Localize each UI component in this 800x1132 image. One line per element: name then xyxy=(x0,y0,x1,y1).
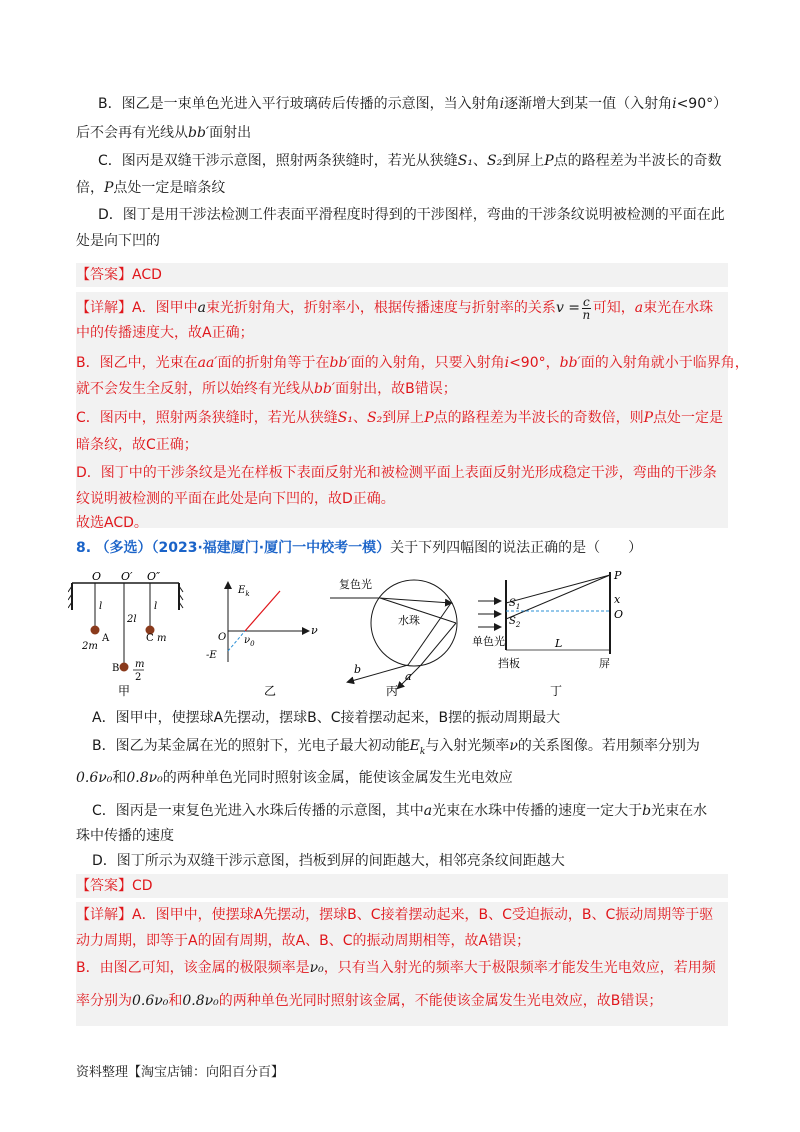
label-a: a xyxy=(405,670,412,683)
caption-bing: 丙 xyxy=(386,684,399,698)
label-a: A xyxy=(102,633,110,644)
figure-yi xyxy=(206,583,318,698)
q8-option-c-line2: 珠中传播的速度 xyxy=(76,828,174,844)
var-ek: E xyxy=(409,738,420,754)
prev-option-b-line2 xyxy=(76,122,251,144)
text: C．图丙是一束复色光进入水珠后传播的示意图，其中 xyxy=(92,803,424,819)
nu0-symbol: ν xyxy=(244,635,251,646)
caption-jia: 甲 xyxy=(118,684,131,698)
prev-detail-a-line2: 中的传播速度大，故A正确； xyxy=(76,325,254,341)
label-c: C xyxy=(146,633,154,644)
path-s1-p xyxy=(506,575,610,603)
page-footer: 资料整理【淘宝店铺：向阳百分百】 xyxy=(76,1065,285,1080)
label-screen: 屏 xyxy=(599,657,610,670)
nu0-subscript: 0 xyxy=(250,640,255,648)
freq-1: 0.6ν₀ xyxy=(132,993,169,1009)
label-2l: 2l xyxy=(127,614,137,625)
caption-yi: 乙 xyxy=(264,684,277,698)
var-p: P xyxy=(643,410,654,426)
prev-option-d-line1: D．图丁是用干涉法检测工件表面平滑程度时得到的干涉图样，弯曲的干涉条纹说明被检测的平面在此 xyxy=(98,207,725,223)
detail-label: 【详解】 xyxy=(76,907,132,923)
text: <90°） xyxy=(676,96,728,112)
prev-answer xyxy=(76,264,162,286)
q8-detail-b-line1 xyxy=(76,957,716,979)
text: 后不会再有光线从 xyxy=(76,125,188,141)
prev-detail-a-line1 xyxy=(76,293,713,323)
text: C．图丙是双缝干涉示意图，照射两条狭缝时，若光从狭缝 xyxy=(98,153,458,169)
formula-fraction xyxy=(582,296,591,321)
label-ek xyxy=(237,585,250,598)
prev-detail-d-line1: D．图丁中的干涉条纹是光在样板下表面反射光和被检测平面上表面反射光形成稳定干涉，弯曲的干涉条 xyxy=(76,465,717,481)
text: B．图乙为某金属在光的照射下，光电子最大初动能 xyxy=(92,738,410,754)
var-s2: S₂ xyxy=(366,410,383,426)
text: 束光折射角大，折射率小，根据传播速度与折射率的关系 xyxy=(205,300,556,316)
s1-subscript: 1 xyxy=(515,603,521,611)
text: 可知， xyxy=(592,300,635,316)
text: <90°， xyxy=(509,355,560,371)
mass-b-numerator: m xyxy=(135,659,145,670)
var-bb: bb′ xyxy=(559,355,581,371)
label-l: l xyxy=(154,601,158,612)
figure-bing xyxy=(330,577,457,698)
text: A．图甲中 xyxy=(132,300,198,316)
var-aa: aa′ xyxy=(197,355,218,371)
text: 倍， xyxy=(76,180,104,196)
label-origin: O xyxy=(218,632,227,643)
s2-symbol: S xyxy=(509,616,516,627)
var-bb: bb′ xyxy=(314,381,336,397)
q8-answer-block xyxy=(76,874,728,898)
text: 、 xyxy=(472,153,487,169)
caption-ding: 丁 xyxy=(550,684,563,698)
label-o: O xyxy=(614,608,624,621)
text: 面的折射角等于在 xyxy=(217,355,330,371)
prev-detail-conclusion: 故选ACD。 xyxy=(76,515,148,531)
text: A．图甲中，使摆球A先摆动，摆球B、C接着摆动起来，B、C受迫振动，B、C振动周期等于驱 xyxy=(132,907,714,923)
q8-option-a: A．图甲中，使摆球A先摆动，摆球B、C接着摆动起来，B摆的振动周期最大 xyxy=(92,710,561,726)
var-s1: S₁ xyxy=(457,153,473,169)
label-l: L xyxy=(555,637,563,650)
text: 和 xyxy=(112,770,127,786)
question-source: （2023·福建厦门·厦门一中校考一模） xyxy=(151,540,391,556)
var-a: a xyxy=(423,803,433,819)
label-b: b xyxy=(354,663,362,676)
q8-figures xyxy=(68,570,718,700)
var-bb: bb′ xyxy=(188,125,210,141)
var-a: a xyxy=(634,300,644,316)
text: 面的入射角，只要入射角 xyxy=(350,355,505,371)
path-s2-p xyxy=(506,575,610,619)
ek-line xyxy=(245,591,280,631)
question-stem: 关于下列四幅图的说法正确的是（ ） xyxy=(390,540,643,556)
var-s1: S₁ xyxy=(337,410,353,426)
ball-b xyxy=(120,663,129,672)
label-s2 xyxy=(509,616,521,629)
prev-detail-d-line2: 纹说明被检测的平面在此处是向下凹的，故D正确。 xyxy=(76,491,395,507)
formula-denominator: n xyxy=(582,307,591,322)
text: 面的入射角就小于临界角， xyxy=(580,355,749,371)
label-monochromatic: 单色光 xyxy=(472,635,505,648)
freq-2: 0.8ν₀ xyxy=(182,993,219,1009)
text: 的两种单色光同时照射该金属，不能使该金属发生光电效应，故B错误； xyxy=(218,993,663,1009)
text: 到屏上 xyxy=(502,153,545,169)
s2-subscript: 2 xyxy=(515,621,521,629)
var-ek-subscript: k xyxy=(419,746,426,757)
text: C．图丙中，照射两条狭缝时，若光从狭缝 xyxy=(76,410,338,426)
text: 光束在水 xyxy=(651,803,708,819)
var-b: b xyxy=(642,803,652,819)
label-nu0 xyxy=(244,635,255,648)
label-o: O xyxy=(92,570,102,583)
prev-detail-b-line1 xyxy=(76,352,749,374)
text: 率分别为 xyxy=(76,993,132,1009)
question-tag: （多选） xyxy=(95,540,152,556)
q8-header xyxy=(76,537,642,559)
label-l: l xyxy=(99,601,103,612)
prev-option-b-line1 xyxy=(98,93,727,115)
answer-value: ACD xyxy=(132,267,162,283)
text: 点处一定是 xyxy=(653,410,724,426)
prev-option-c-line2 xyxy=(76,177,225,199)
text: 的两种单色光同时照射该金属，能使该金属发生光电效应 xyxy=(162,770,513,786)
label-p: P xyxy=(614,570,622,582)
label-o-double-prime: O″ xyxy=(147,570,161,583)
text: 和 xyxy=(168,993,183,1009)
label-o-prime: O′ xyxy=(121,570,133,583)
var-i: i xyxy=(499,96,505,112)
var-p: P xyxy=(424,410,434,426)
ray-reflect-1 xyxy=(408,603,451,665)
ray-inner-1 xyxy=(380,598,451,603)
var-i: i xyxy=(672,96,677,112)
q8-detail-a-line1 xyxy=(76,904,713,926)
figure-jia xyxy=(68,570,183,698)
q8-option-d: D．图丁所示为双缝干涉示意图，挡板到屏的间距越大，相邻亮条纹间距越大 xyxy=(92,853,565,869)
label-neg-e: -E xyxy=(206,650,217,661)
label-water-drop: 水珠 xyxy=(398,614,420,627)
text: 、 xyxy=(352,410,367,426)
text: 光束在水珠中传播的速度一定大于 xyxy=(432,803,643,819)
q8-answer xyxy=(76,875,153,897)
var-nu: ν xyxy=(509,738,518,754)
text: ，只有当入射光的频率大于极限频率才能发生光电效应，若用频 xyxy=(323,960,716,976)
formula-numerator: c xyxy=(583,294,590,309)
label-b: B xyxy=(112,663,120,674)
q8-option-b-line1 xyxy=(92,735,700,763)
text: B．由图乙可知，该金属的极限频率是 xyxy=(76,960,310,976)
ek-symbol: E xyxy=(238,585,246,596)
text: 与入射光频率 xyxy=(425,738,510,754)
var-a: a xyxy=(197,300,206,316)
prev-option-d-line2: 处是向下凹的 xyxy=(76,233,160,249)
text: 点的路程差为半波长的奇数倍，则 xyxy=(433,410,644,426)
q8-option-b-line2 xyxy=(76,767,513,789)
answer-label: 【答案】 xyxy=(76,878,132,894)
label-composite-light: 复色光 xyxy=(339,578,372,591)
text: 的关系图像。若用频率分别为 xyxy=(517,738,700,754)
q8-detail-b-line2 xyxy=(76,990,662,1012)
mass-c: m xyxy=(157,633,167,644)
text: 逐渐增大到某一值（入射角 xyxy=(504,96,673,112)
var-i: i xyxy=(504,355,510,371)
detail-label: 【详解】 xyxy=(76,300,132,316)
question-number: 8. xyxy=(76,540,92,556)
ball-a xyxy=(91,626,100,635)
text: B．图乙是一束单色光进入平行玻璃砖后传播的示意图，当入射角 xyxy=(98,96,500,112)
freq-2: 0.8ν₀ xyxy=(126,770,163,786)
ek-extension xyxy=(228,631,245,651)
mass-a: 2m xyxy=(82,641,98,652)
answer-label: 【答案】 xyxy=(76,267,132,283)
formula-lhs: v = xyxy=(555,300,581,316)
text: B．图乙中，光束在 xyxy=(76,355,198,371)
label-nu: ν xyxy=(311,624,318,637)
text: 就不会发生全反射，所以始终有光线从 xyxy=(76,381,314,397)
prev-detail-c-line2: 暗条纹，故C正确； xyxy=(76,437,198,453)
hatch-marks xyxy=(68,586,183,608)
label-x: x xyxy=(614,593,621,606)
prev-answer-block xyxy=(76,263,728,287)
figure-ding xyxy=(472,570,623,698)
text: 面射出，故B错误； xyxy=(335,381,457,397)
text: 点的路程差为半波长的奇数 xyxy=(553,153,722,169)
prev-option-c-line1 xyxy=(98,150,722,172)
prev-detail-b-line2 xyxy=(76,378,457,400)
var-nu0: ν₀ xyxy=(309,960,324,976)
text: 到屏上 xyxy=(382,410,425,426)
var-p: P xyxy=(544,153,554,169)
prev-detail-c-line1 xyxy=(76,407,723,429)
s1-symbol: S xyxy=(509,598,516,609)
text: 束光在水珠 xyxy=(643,300,714,316)
q8-option-c-line1 xyxy=(92,800,707,822)
var-bb: bb′ xyxy=(329,355,351,371)
answer-value: CD xyxy=(132,878,153,894)
var-s2: S₂ xyxy=(486,153,503,169)
var-p: P xyxy=(104,180,114,196)
label-baffle: 挡板 xyxy=(498,657,520,670)
text: 点处一定是暗条纹 xyxy=(113,180,226,196)
mass-b-denominator: 2 xyxy=(135,672,142,683)
freq-1: 0.6ν₀ xyxy=(76,770,113,786)
text: 面射出 xyxy=(209,125,252,141)
q8-detail-a-line2: 动力周期，即等于A的固有周期，故A、B、C的振动周期相等，故A错误； xyxy=(76,933,531,949)
ek-subscript: k xyxy=(245,590,250,598)
